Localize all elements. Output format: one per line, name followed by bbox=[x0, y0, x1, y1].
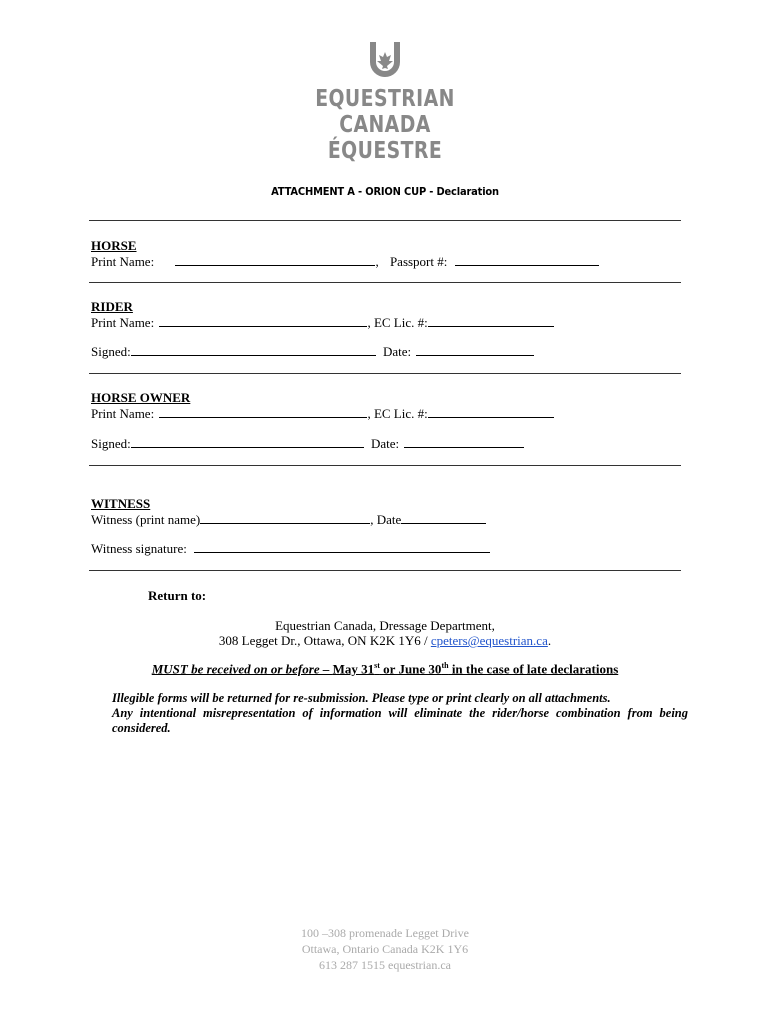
return-address-line-1: Equestrian Canada, Dressage Department, bbox=[275, 618, 495, 633]
owner-signed-label: Signed: bbox=[91, 436, 131, 451]
divider bbox=[89, 570, 681, 571]
passport-label: Passport #: bbox=[389, 254, 448, 269]
horse-print-name-field[interactable] bbox=[175, 254, 375, 266]
footer-line-3: 613 287 1515 equestrian.ca bbox=[319, 958, 451, 972]
comma: , bbox=[375, 254, 379, 269]
horse-print-name-label: Print Name: bbox=[91, 254, 155, 269]
logo-line-1: EQUESTRIAN bbox=[315, 86, 455, 112]
owner-print-name-row bbox=[91, 406, 554, 422]
witness-section-header: WITNESS bbox=[91, 496, 151, 511]
owner-lic-label: , EC Lic. #: bbox=[367, 406, 428, 421]
illegible-note: Illegible forms will be returned for re-submission. Please type or print clearly on all attachments. bbox=[112, 691, 611, 705]
deadline-must-text: MUST be received on or before – bbox=[151, 661, 333, 677]
rider-signed-label: Signed: bbox=[91, 344, 131, 359]
page-title: ATTACHMENT A - ORION CUP - Declaration bbox=[271, 185, 499, 198]
rider-print-name-field[interactable] bbox=[159, 315, 367, 327]
rider-section-header: RIDER bbox=[91, 299, 133, 314]
divider bbox=[89, 465, 681, 466]
owner-print-name-label: Print Name: bbox=[91, 406, 155, 421]
owner-section-header: HORSE OWNER bbox=[91, 390, 191, 405]
owner-signed-row bbox=[91, 436, 524, 452]
email-link[interactable]: cpeters@equestrian.ca bbox=[430, 633, 548, 648]
owner-print-name-field[interactable] bbox=[159, 406, 367, 418]
divider bbox=[89, 220, 681, 221]
rider-signature-field[interactable] bbox=[131, 344, 376, 356]
deadline-line bbox=[0, 661, 770, 677]
rider-date-field[interactable] bbox=[416, 344, 534, 356]
misrepresentation-note: Any intentional misrepresentation of information will eliminate the rider/horse combination from being considered. bbox=[112, 706, 688, 735]
rider-date-label: Date: bbox=[382, 344, 412, 359]
return-to-label: Return to: bbox=[148, 588, 207, 603]
witness-print-name-row bbox=[91, 512, 486, 528]
witness-print-name-field[interactable] bbox=[200, 512, 370, 524]
period: . bbox=[547, 633, 552, 648]
rider-lic-field[interactable] bbox=[428, 315, 554, 327]
footer-line-2: Ottawa, Ontario Canada K2K 1Y6 bbox=[301, 942, 469, 956]
equestrian-canada-logo bbox=[0, 40, 770, 164]
divider bbox=[89, 373, 681, 374]
witness-print-name-label: Witness (print name) bbox=[91, 512, 201, 527]
divider bbox=[89, 282, 681, 283]
horse-section-header: HORSE bbox=[91, 238, 137, 253]
return-address-line-2 bbox=[0, 633, 770, 649]
rider-signed-row bbox=[91, 344, 534, 360]
witness-signature-label: Witness signature: bbox=[91, 541, 187, 556]
rider-print-name-label: Print Name: bbox=[91, 315, 155, 330]
deadline-june-sup: th bbox=[441, 661, 449, 670]
rider-print-name-row bbox=[91, 315, 554, 331]
footer-address bbox=[0, 925, 770, 973]
witness-signature-field[interactable] bbox=[194, 541, 490, 553]
owner-signature-field[interactable] bbox=[131, 436, 364, 448]
witness-date-label: , Date bbox=[370, 512, 402, 527]
deadline-may: May 31 bbox=[332, 661, 375, 677]
owner-date-field[interactable] bbox=[404, 436, 524, 448]
witness-date-field[interactable] bbox=[401, 512, 486, 524]
deadline-may-sup: st bbox=[374, 661, 380, 670]
horse-print-name-row bbox=[91, 254, 599, 270]
return-address-text: 308 Legget Dr., Ottawa, ON K2K 1Y6 / bbox=[218, 633, 431, 648]
owner-date-label: Date: bbox=[370, 436, 400, 451]
witness-signature-row bbox=[91, 541, 490, 557]
owner-lic-field[interactable] bbox=[428, 406, 554, 418]
logo-line-2: CANADA bbox=[339, 112, 431, 138]
logo-line-3: ÉQUESTRE bbox=[327, 138, 443, 164]
passport-field[interactable] bbox=[455, 254, 599, 266]
deadline-rest: in the case of late declarations bbox=[448, 661, 619, 677]
rider-lic-label: , EC Lic. #: bbox=[367, 315, 428, 330]
horseshoe-maple-leaf-icon bbox=[360, 40, 410, 86]
footer-line-1: 100 –308 promenade Legget Drive bbox=[301, 926, 469, 940]
deadline-june: or June 30 bbox=[379, 661, 442, 677]
